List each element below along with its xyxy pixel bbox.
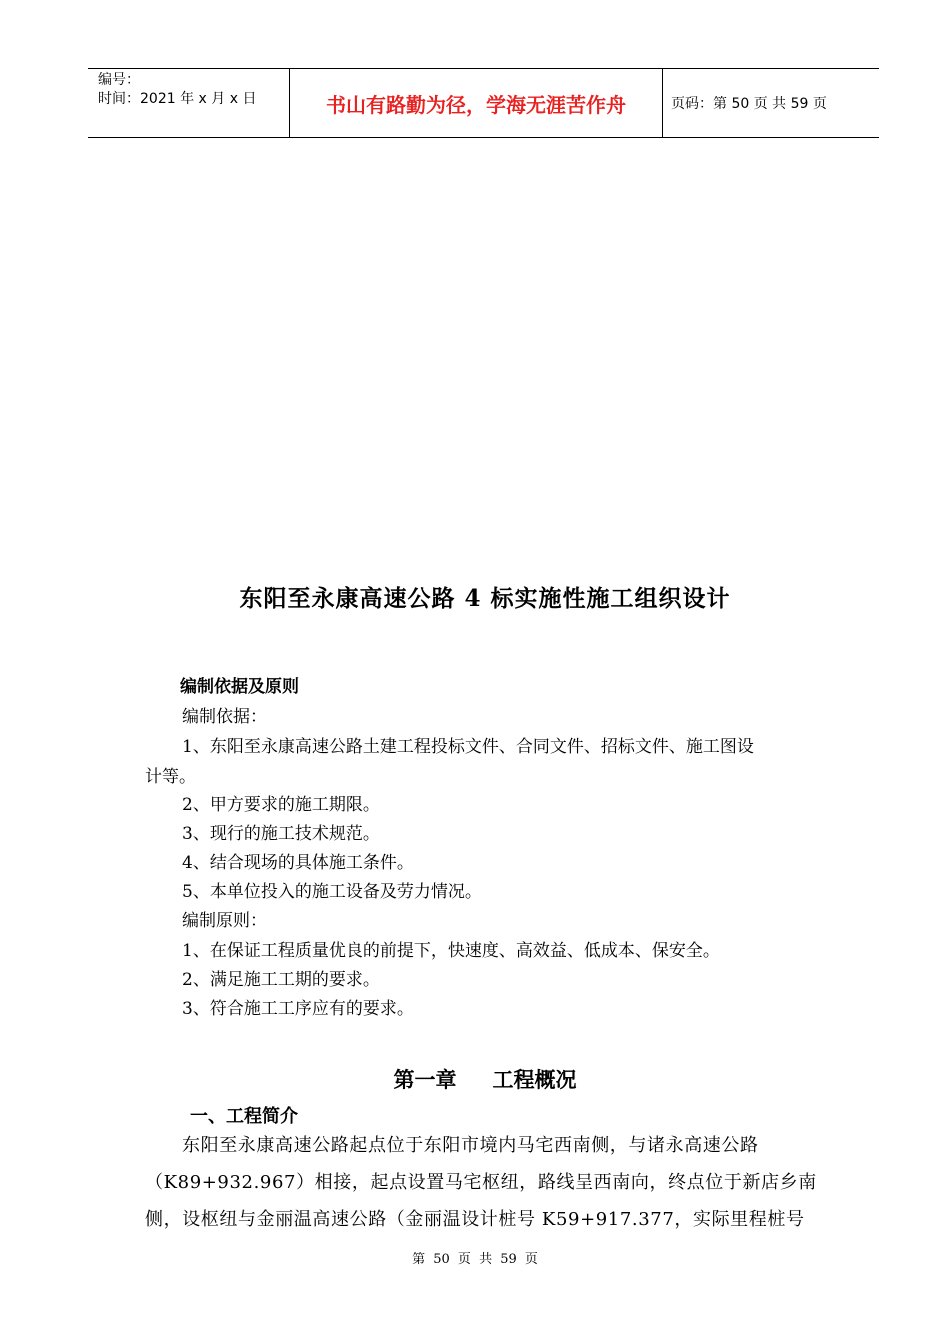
principle-label: 编制原则：: [182, 911, 267, 931]
header-page-info: 页码：第 50 页 共 59 页: [671, 96, 827, 112]
document-number-label: 编号：: [98, 72, 140, 88]
document-title: 东阳至永康高速公路 4 标实施性施工组织设计: [239, 585, 731, 612]
paragraph-line: （K89+932.967）相接，起点设置马宅枢纽，路线呈西南向，终点位于新店乡南: [145, 1172, 817, 1193]
principle-item: 2、满足施工工期的要求。: [182, 970, 380, 990]
principle-item: 3、符合施工工序应有的要求。: [182, 999, 414, 1019]
basis-item: 5、本单位投入的施工设备及劳力情况。: [182, 882, 482, 902]
chapter-heading: [0, 1064, 950, 1094]
section-heading-basis: 编制依据及原则: [180, 677, 299, 697]
basis-label: 编制依据：: [182, 707, 267, 727]
header-motto: 书山有路勤为径，学海无涯苦作舟: [326, 92, 626, 117]
basis-item-continuation: 计等。: [145, 767, 196, 787]
header-meta: [98, 71, 288, 109]
document-date: 时间：2021 年 x 月 x 日: [98, 91, 257, 107]
basis-item: 4、结合现场的具体施工条件。: [182, 853, 414, 873]
basis-item: 2、甲方要求的施工期限。: [182, 795, 380, 815]
principle-item: 1、在保证工程质量优良的前提下，快速度、高效益、低成本、保安全。: [182, 941, 720, 961]
page-header: [88, 68, 879, 138]
paragraph-line: 侧，设枢纽与金丽温高速公路（金丽温设计桩号 K59+917.377，实际里程桩号: [145, 1209, 805, 1230]
chapter-number: 第一章: [393, 1068, 457, 1092]
basis-item: 1、东阳至永康高速公路土建工程投标文件、合同文件、招标文件、施工图设: [182, 737, 754, 757]
chapter-title: 工程概况: [492, 1068, 577, 1092]
subsection-heading: 一、工程简介: [190, 1106, 298, 1127]
basis-item: 3、现行的施工技术规范。: [182, 824, 380, 844]
header-divider: [289, 69, 290, 137]
paragraph-line: 东阳至永康高速公路起点位于东阳市境内马宅西南侧，与诸永高速公路: [182, 1135, 759, 1156]
header-divider: [662, 69, 663, 137]
page-footer: 第 50 页 共 59 页: [412, 1252, 538, 1267]
